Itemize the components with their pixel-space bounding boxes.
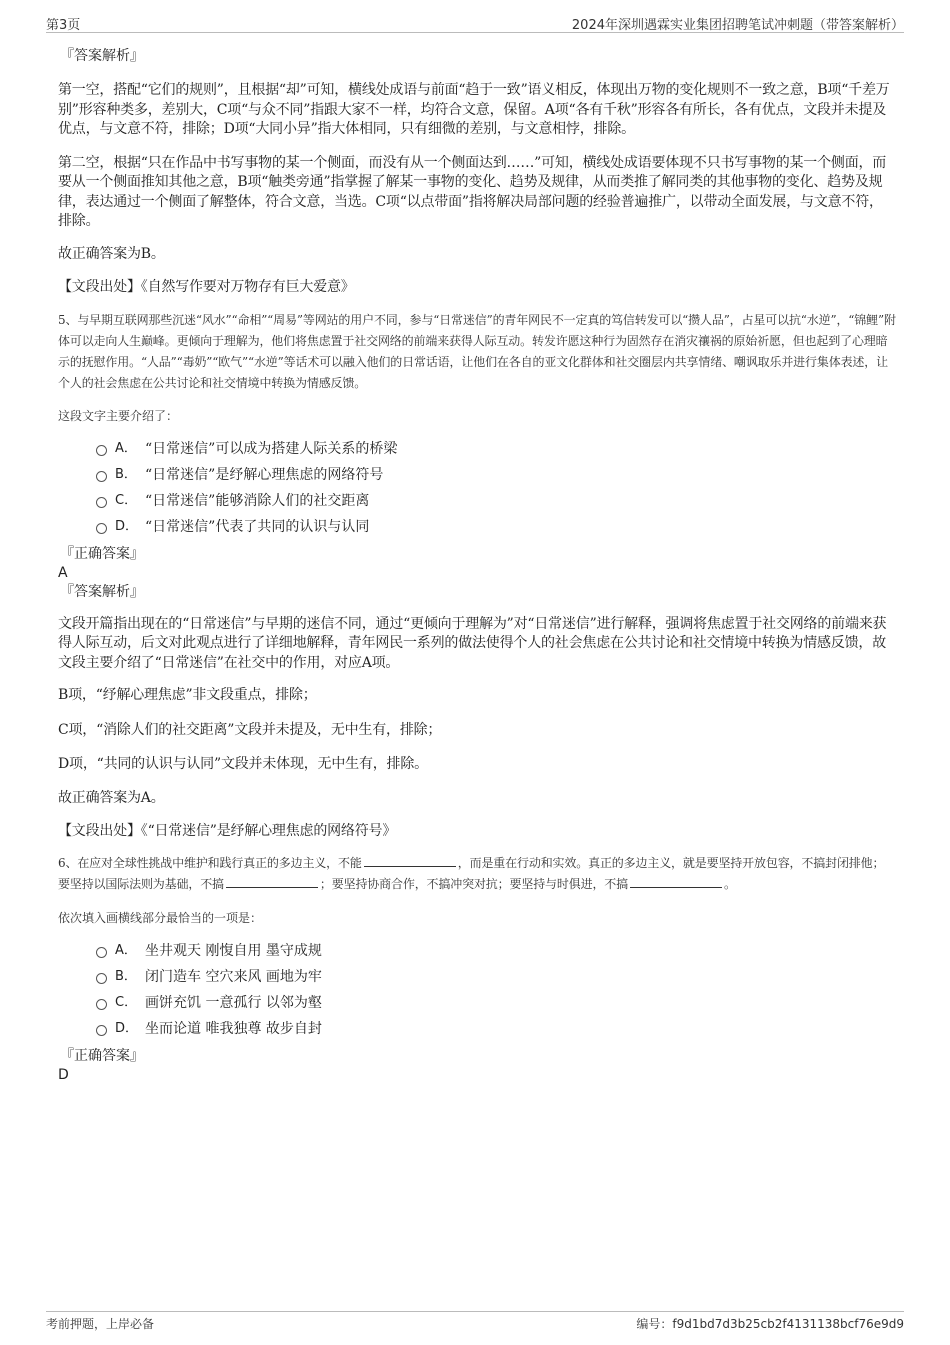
analysis-label: 『答案解析』 <box>60 48 144 64</box>
correct-answer: A <box>58 564 68 581</box>
question-stem: 6、在应对全球性挑战中维护和践行真正的多边主义，不能 ，而是重在行动和实效。真正的多边主义，就是要坚持开放包容，不搞封闭排他；要坚持以国际法则为基础，不搞 ；要坚持协商合作，不搞冲突对抗；要坚持与时俱进，不搞 。 <box>58 855 885 891</box>
option-list <box>58 436 896 540</box>
page-header <box>46 12 904 33</box>
radio-icon[interactable] <box>96 947 107 958</box>
page-number: 第3页 <box>46 18 81 33</box>
option-b[interactable]: B． “日常迷信”是纾解心理焦虑的网络符号 <box>96 462 896 488</box>
option-b[interactable]: B． 闭门造车 空穴来风 画地为牢 <box>96 964 896 990</box>
blank-line <box>364 854 456 867</box>
blank-line <box>226 875 318 888</box>
radio-icon[interactable] <box>96 999 107 1010</box>
radio-icon[interactable] <box>96 497 107 508</box>
option-c[interactable]: C． “日常迷信”能够消除人们的社交距离 <box>96 488 896 514</box>
answer-conclusion: 故正确答案为A。 <box>58 789 165 806</box>
option-d[interactable]: D． “日常迷信”代表了共同的认识与认同 <box>96 514 896 540</box>
radio-icon[interactable] <box>96 1025 107 1036</box>
answer-conclusion: 故正确答案为B。 <box>58 245 165 262</box>
blank-line <box>630 875 722 888</box>
footer-slogan: 考前押题，上岸必备 <box>46 1317 155 1331</box>
document-id: 编号：f9d1bd7d3b25cb2f4131138bcf76e9d9 <box>636 1317 904 1331</box>
source-citation: 【文段出处】《自然写作要对万物存有巨大爱意》 <box>58 279 355 295</box>
page-content <box>58 46 896 1084</box>
question-prompt: 依次填入画横线部分最恰当的一项是： <box>58 910 263 925</box>
document-title: 2024年深圳遇霖实业集团招聘笔试冲刺题（带答案解析） <box>571 18 904 33</box>
radio-icon[interactable] <box>96 445 107 456</box>
analysis-paragraph: 第二空，根据“只在作品中书写事物的某一个侧面，而没有从一个侧面达到……”可知，横线处成语要体现不只书写事物的某一个侧面，而要从一个侧面推知其他之意，B项“触类旁通”指掌握了解某一事物的变化、趋势及规律，从而类推了解同类的其他事物的变化、趋势及规律，表达通过一个侧面了解整体，符合文意，当选。C项“以点带面”指将解决局部问题的经验普遍推广，以带动全面发展，与文意不符，排除。 <box>58 154 887 229</box>
radio-icon[interactable] <box>96 523 107 534</box>
question-prompt: 这段文字主要介绍了： <box>58 408 179 423</box>
analysis-option-d: D项，“共同的认识与认同”文段并未体现，无中生有，排除。 <box>58 756 428 772</box>
analysis-paragraph: 文段开篇指出现在的“日常迷信”与早期的迷信不同，通过“更倾向于理解为”对“日常迷信”进行解释，强调将焦虑置于社交网络的前端来获得人际互动，后文对此观点进行了详细地解释，青年网民一系列的做法使得个人的社会焦虑在公共讨论和社交情境中转换为情感反馈，故文段主要介绍了“日常迷信”在社交中的作用，对应A项。 <box>58 615 887 671</box>
analysis-label: 『答案解析』 <box>60 583 144 600</box>
option-c[interactable]: C． 画饼充饥 一意孤行 以邻为壑 <box>96 990 896 1016</box>
correct-answer-label: 『正确答案』 <box>60 1047 144 1064</box>
correct-answer-label: 『正确答案』 <box>60 545 144 562</box>
radio-icon[interactable] <box>96 973 107 984</box>
correct-answer: D <box>58 1066 69 1083</box>
page-footer <box>46 1311 904 1335</box>
question-stem: 5、与早期互联网那些沉迷“风水”“命相”“周易”等网站的用户不同，参与“日常迷信”的青年网民不一定真的笃信转发可以“攒人品”，占星可以抗“水逆”，“锦鲤”附体可以走向人生巅峰。更倾向于理解为，他们将焦虑置于社交网络的前端来获得人际互动。转发许愿这种行为固然存在消灾禳祸的原始祈愿，但也起到了心理暗示的抚慰作用。“人品”“毒奶”“欧气”“水逆”等话术可以融入他们的日常话语，让他们在各自的亚文化群体和社交圈层内共享情绪、嘲讽取乐并进行集体表述，让个人的社会焦虑在公共讨论和社交情境中转换为情感反馈。 <box>58 312 896 390</box>
option-a[interactable]: A． 坐井观天 刚愎自用 墨守成规 <box>96 938 896 964</box>
analysis-option-b: B项，“纾解心理焦虑”非文段重点，排除； <box>58 687 317 703</box>
option-d[interactable]: D． 坐而论道 唯我独尊 故步自封 <box>96 1016 896 1042</box>
option-list <box>58 938 896 1042</box>
radio-icon[interactable] <box>96 471 107 482</box>
source-citation: 【文段出处】《“日常迷信”是纾解心理焦虑的网络符号》 <box>58 823 397 839</box>
analysis-paragraph: 第一空，搭配“它们的规则”，且根据“却”可知，横线处成语与前面“趋于一致”语义相反，体现出万物的变化规则不一致之意，B项“千差万别”形容种类多，差别大，C项“与众不同”指跟大家不一样，均符合文意，保留。A项“各有千秋”形容各有所长，各有优点，文段并未提及优点，与文意不符，排除；D项“大同小异”指大体相同，只有细微的差别，与文意相悖，排除。 <box>58 82 890 137</box>
analysis-option-c: C项，“消除人们的社交距离”文段并未提及，无中生有，排除； <box>58 721 442 738</box>
option-a[interactable]: A． “日常迷信”可以成为搭建人际关系的桥梁 <box>96 436 896 462</box>
